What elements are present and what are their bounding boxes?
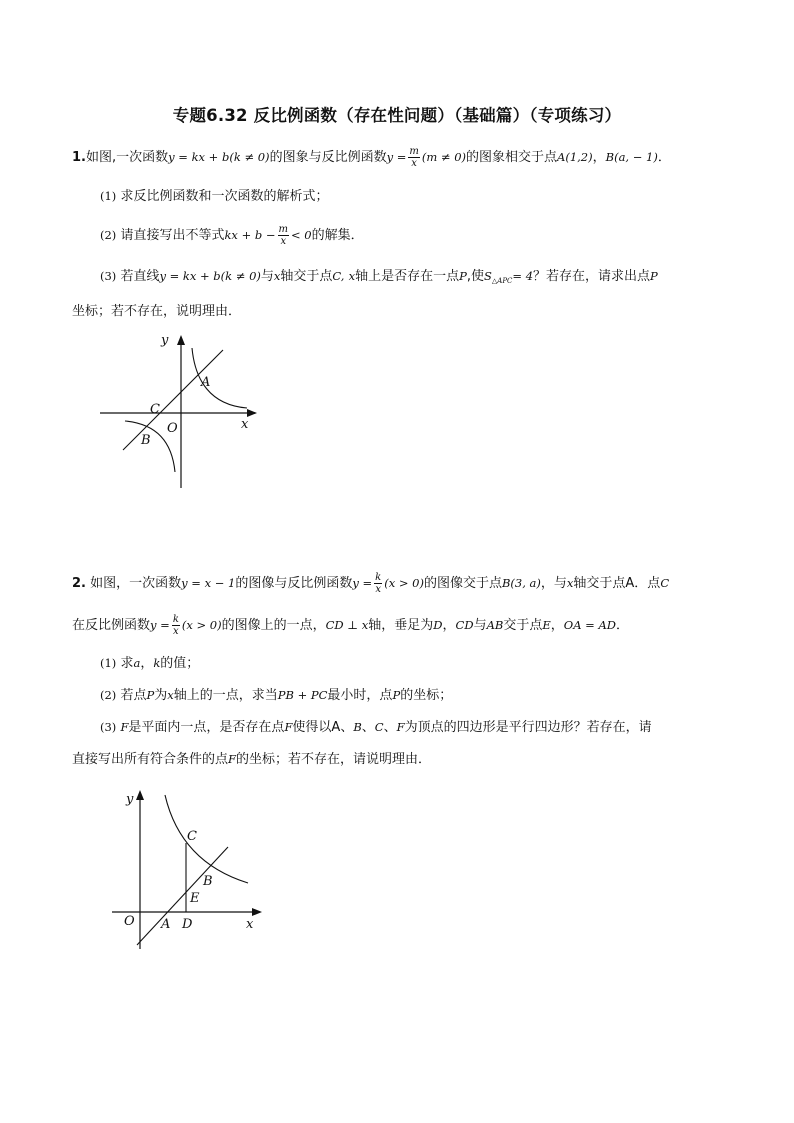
q1-text-3: 的图象相交于点 [466,150,558,165]
q1-separator: ， [592,150,606,165]
q2-sub-3-cont [72,749,732,770]
q2-sub-3-text-f-b: 的坐标；若不存在，请说明理由． [236,752,432,767]
q1-sub-3-x2: x [348,269,356,283]
q2-figure [110,785,270,955]
q2-line2-text-g: ， [550,618,564,633]
q1-sub-3-text-c: 轴交于点 [280,269,333,284]
q1-sub-2-frac-denominator: x [280,236,287,247]
q2-line2-e: E [542,618,551,632]
q2-sub-2-text-d: 最小时，点 [327,688,393,703]
q1-sub-2-expr: kx + b − [224,228,276,242]
q2-text-4: ，与 [540,576,567,591]
q2-label-a: A [161,917,171,932]
q2-sub-1-text-b: ， [140,656,154,671]
q1-y-axis-arrow [177,335,185,345]
q2-sub-1 [100,653,760,674]
q2-sub-3-text-f-a: 直接写出所有符合条件的点 [72,752,229,767]
q1-sub-3-area-symbol: S [484,269,492,283]
q2-line2-text-a: 在反比例函数 [72,618,151,633]
q1-label-c: C [150,402,160,417]
q2-number: 2. [72,576,86,591]
q1-sub-2-text-b: 的解集． [311,228,364,243]
q2-domain-cond: (x > 0) [384,576,424,590]
q1-sub-3-number: (3) [100,269,117,283]
q2-frac-denominator: x [375,584,381,595]
q2-sub-1-number: (1) [100,656,117,670]
q2-line2-cd: CD [455,618,474,632]
q2-sub-2-x: x [167,688,174,702]
q1-text-1: 如图,一次函数 [85,150,169,165]
q2-inverse-eq-left: y = [352,576,373,590]
q1-sub-1-text: 求反比例函数和一次函数的解析式； [120,189,329,204]
q2-point-b: B(3, a) [501,576,541,590]
q1-sub-2-text-a: 请直接写出不等式 [120,228,225,243]
q2-line2-oa-ad: OA = AD [563,618,616,632]
q2-line2-frac-numerator: k [172,614,179,625]
q2-line2-text-f: 交于点 [503,618,543,633]
q2-label-y: y [126,792,134,807]
q2-text-1: 如图，一次函数 [90,576,182,591]
q1-end-mark: ． [657,150,671,165]
q1-sub-3-text-d: 轴上是否存在一点 [355,269,460,284]
q1-sub-3-cont [72,302,732,322]
q1-sub-3-text-b: 与 [260,269,274,284]
q1-point-a: A(1,2) [557,150,593,164]
q2-sub-2-expr: PB + PC [277,688,328,702]
q1-label-x: x [241,417,249,432]
q2-sub-2-p2: P [392,688,401,702]
q2-sub-1-k: k [153,656,161,670]
q2-sub-3-text-e: 为顶点的四边形是平行四边形？若存在，请 [404,720,652,735]
q1-frac-numerator: m [409,146,419,157]
q2-sub-3-text-d: 、 [383,720,397,735]
q1-stem-line [72,146,732,169]
q2-frac-numerator: k [375,572,382,583]
q2-sub-2-text-e: 的坐标； [400,688,453,703]
q2-text-5: 轴交于点A．点 [573,576,661,591]
q2-sub-3-f: F [120,720,129,734]
q2-line2-eq: y = [150,618,170,632]
q2-sub-3-number: (3) [100,720,117,734]
q2-linear-eq: y = x − 1 [181,576,236,590]
q2-line2-text-d: ， [442,618,456,633]
q1-sub-3-point-p: P [459,269,467,283]
q1-sub-3-x: x [273,269,281,283]
q2-x-axis-arrow [252,908,262,916]
q2-line2-text-b: 的图像上的一点， [221,618,326,633]
q2-sub-2-text-b: 为 [154,688,168,703]
q2-sub-2 [100,685,760,706]
q2-label-e: E [190,891,200,906]
q2-point-c: C [660,576,670,590]
q1-k-condition: (k ≠ 0) [229,150,270,164]
q1-sub-3-area-value: = 4 [512,269,534,283]
q2-sub-3-text-c: 、 [361,720,375,735]
q2-y-axis-arrow [136,790,144,800]
q2-sub-2-text-a: 若点 [120,688,147,703]
q1-sub-1-number: (1) [100,189,117,203]
q1-label-b: B [141,433,151,448]
q2-sub-2-text-c: 轴上的一点，求当 [173,688,278,703]
q1-sub-3 [100,266,760,291]
q2-stem-line-2 [72,614,732,637]
q2-label-b: B [203,874,213,889]
q2-sub-3-c: C [374,720,384,734]
q1-sub-3-text-a: 若直线 [120,269,160,284]
q1-sub-3-text-f: ？若存在，请求出点 [533,269,651,284]
q2-label-c: C [187,829,197,844]
q2-sub-3-f4: F [228,752,236,766]
q1-sub-3-point-c: C, [332,269,345,283]
q2-sub-1-text-c: 的值； [160,656,200,671]
q2-sub-3-f2: F [284,720,293,734]
q1-m-condition: (m ≠ 0) [421,150,467,164]
q1-point-b: B(a, − 1) [605,150,658,164]
q2-sub-3-text-b: 使得以A、 [292,720,354,735]
q1-sub-3-text-e: ,使 [466,269,485,284]
q1-label-y: y [161,333,169,348]
q1-label-o: O [167,421,178,436]
q2-sub-3-text-a: 是平面内一点，是否存在点 [128,720,285,735]
q2-line2-text-c: 轴，垂足为 [368,618,434,633]
q2-sub-3-b: B [353,720,362,734]
q2-label-x: x [246,917,254,932]
q2-sub-3-f3: F [396,720,405,734]
q1-number: 1. [72,150,86,165]
q2-line2-ab: AB [486,618,504,632]
q1-sub-3-eq: y = kx + b [159,269,221,283]
q2-sub-3 [100,717,760,738]
q2-line2-cond: (x > 0) [181,618,222,632]
q1-text-2: 的图象与反比例函数 [269,150,387,165]
q2-stem-line [72,572,732,595]
q2-sub-1-a: a [133,656,141,670]
q1-sub-2-less-than: < 0 [291,228,312,242]
page-title: 专题6.32 反比例函数（存在性问题）（基础篇）（专项练习） [172,106,622,125]
q2-text-2: 的图像与反比例函数 [235,576,353,591]
q1-figure [95,330,265,495]
q1-x-axis-arrow [247,409,257,417]
q2-text-3: 的图像交于点 [423,576,502,591]
q1-frac-denominator: x [411,158,417,169]
q2-sub-2-p: P [146,688,155,702]
q2-line2-d: D [433,618,443,632]
q1-sub-2-fraction [278,224,289,247]
q1-inverse-fraction [408,146,419,169]
q1-inverse-eq-left: y = [386,150,407,164]
q2-label-d: D [182,917,193,932]
q2-label-o: O [124,914,135,929]
q2-sub-2-number: (2) [100,688,117,702]
q1-sub-1 [100,186,760,207]
q2-x-symbol: x [566,576,574,590]
q2-sub-1-text-a: 求 [120,656,134,671]
q1-sub-3-cond: (k ≠ 0) [220,269,261,283]
q2-line2-perp: CD ⊥ x [325,618,369,632]
q2-line2-text-e: 与 [473,618,487,633]
q2-line2-text-h: ． [616,618,630,633]
q2-inverse-fraction [374,572,382,595]
q1-sub-2-number: (2) [100,228,117,242]
q1-label-a: A [201,375,211,390]
q1-sub-2 [100,224,760,247]
q2-line2-fraction [172,614,180,637]
q1-linear-eq: y = kx + b [168,150,230,164]
q1-sub-3-point-p2: P [650,269,658,283]
q1-sub-3-text-g: 坐标；若不存在，说明理由． [72,304,242,319]
q1-sub-2-frac-numerator: m [278,224,288,235]
q1-sub-3-area-subscript: △APC [491,277,513,285]
q2-line2-frac-denominator: x [173,626,179,637]
